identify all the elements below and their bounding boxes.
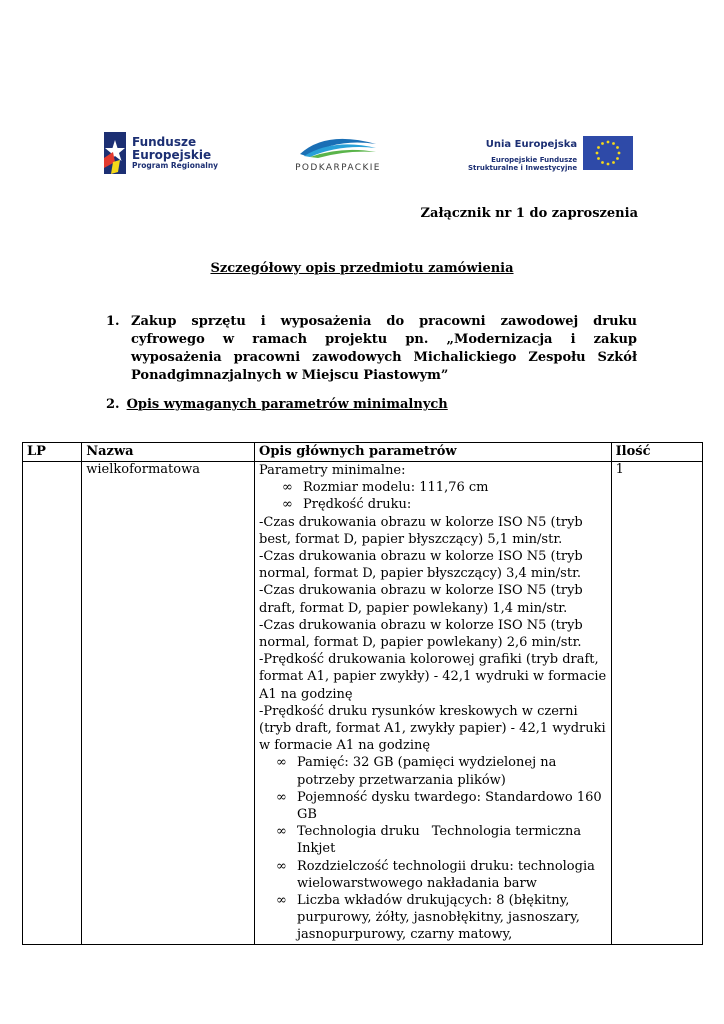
eu-title: Unia Europejska	[485, 139, 578, 150]
table-header-row	[23, 443, 703, 462]
cell-name: wielkoformatowa	[82, 462, 255, 945]
cell-lp	[23, 462, 82, 945]
pk-name: PODKARPACKIE	[295, 163, 381, 173]
infinity-bullet-icon: ∞	[276, 824, 287, 840]
desc-bullet-text: Prędkość druku:	[303, 497, 412, 513]
desc-bullet	[259, 479, 607, 496]
podkarpackie-hills-icon	[298, 132, 378, 158]
desc-bullet-text: Pojemność dysku twardego: Standardowo 160 GB	[297, 789, 602, 823]
section-1-text: Zakup sprzętu i wyposażenia do pracowni zawodowej druku cyfrowego w ramach projektu pn. „Modernizacja i zakup wyposażenia pracowni zawodowych Michalickiego Zespołu Szkół Ponadgimnazjalnych w Miejscu Piastowym”	[131, 314, 637, 383]
desc-bullet	[259, 858, 607, 892]
infinity-bullet-icon: ∞	[276, 789, 287, 805]
desc-bullet-text: Rozmiar modelu: 111,76 cm	[303, 480, 489, 496]
eu-flag-icon	[583, 136, 633, 170]
parameters-table	[22, 442, 703, 945]
desc-line: -Czas drukowania obrazu w kolorze ISO N5 (tryb normal, format D, papier powlekany) 2,6 min/str.	[259, 617, 583, 651]
desc-line: -Czas drukowania obrazu w kolorze ISO N5 (tryb best, format D, papier błyszczący) 5,1 min/str.	[259, 514, 583, 547]
section-2-number: 2.	[106, 397, 120, 412]
desc-bullet	[259, 754, 607, 788]
header-opis: Opis głównych parametrów	[255, 443, 612, 462]
cell-qty: 1	[611, 462, 702, 945]
desc-bullet	[259, 823, 607, 857]
desc-intro: Parametry minimalne:	[259, 463, 406, 478]
table-row	[23, 462, 703, 945]
desc-line: -Czas drukowania obrazu w kolorze ISO N5 (tryb normal, format D, papier błyszczący) 3,4 min/str.	[259, 549, 583, 582]
desc-bullet	[259, 496, 607, 513]
section-2-text: Opis wymaganych parametrów minimalnych	[126, 397, 448, 412]
infinity-bullet-icon: ∞	[276, 893, 287, 909]
eu-line2: Strukturalne i Inwestycyjne	[468, 164, 578, 173]
desc-bullet-text: Rozdzielczość technologii druku: technologia wielowarstwowego nakładania barw	[297, 858, 595, 891]
logo-row	[0, 128, 724, 188]
desc-line: -Prędkość druku rysunków kreskowych w czerni (tryb draft, format A1, zwykły papier) - 42,1 wydruki w formacie A1 na godzinę	[259, 703, 606, 754]
desc-bullet-text: Pamięć: 32 GB (pamięci wydzielonej na potrzeby przetwarzania plików)	[297, 755, 557, 788]
podkarpackie-logo	[282, 132, 394, 173]
fe-line3: Program Regionalny	[132, 161, 219, 171]
eu-line1: Europejskie Fundusze	[491, 156, 578, 164]
section-1-number: 1.	[106, 314, 120, 329]
document-title: Szczegółowy opis przedmiotu zamówienia	[210, 261, 514, 276]
header-ilosc: Ilość	[611, 443, 702, 462]
cell-description	[255, 462, 612, 945]
infinity-bullet-icon: ∞	[276, 755, 287, 771]
desc-bullet	[259, 789, 607, 823]
attachment-label: Załącznik nr 1 do zaproszenia	[420, 206, 638, 221]
infinity-bullet-icon: ∞	[282, 480, 293, 496]
infinity-bullet-icon: ∞	[276, 858, 287, 874]
header-lp: LP	[23, 443, 82, 462]
section-2	[106, 397, 448, 412]
tech-value: Technologia termiczna Inkjet	[297, 824, 582, 857]
fundusze-europejskie-logo	[104, 132, 218, 174]
fe-line1: Fundusze	[132, 134, 197, 149]
fe-star-icon	[104, 132, 126, 174]
infinity-bullet-icon: ∞	[282, 497, 293, 513]
section-1	[106, 313, 637, 385]
fe-line2: Europejskie	[132, 147, 212, 162]
desc-line: -Czas drukowania obrazu w kolorze ISO N5 (tryb draft, format D, papier powlekany) 1,4 min/str.	[259, 583, 583, 616]
desc-bullet-text: Technologia druku	[297, 824, 420, 840]
desc-bullet-text: Liczba wkładów drukujących: 8 (błękitny, purpurowy, żółty, jasnobłękitny, jasnoszary, jasnopurpurowy, czarny matowy,	[297, 893, 580, 943]
header-nazwa: Nazwa	[82, 443, 255, 462]
desc-bullet	[259, 892, 607, 944]
desc-line: -Prędkość drukowania kolorowej grafiki (tryb draft, format A1, papier zwykły) - 42,1 wydruki w formacie A1 na godzinę	[259, 652, 607, 702]
unia-europejska-logo	[468, 136, 633, 172]
